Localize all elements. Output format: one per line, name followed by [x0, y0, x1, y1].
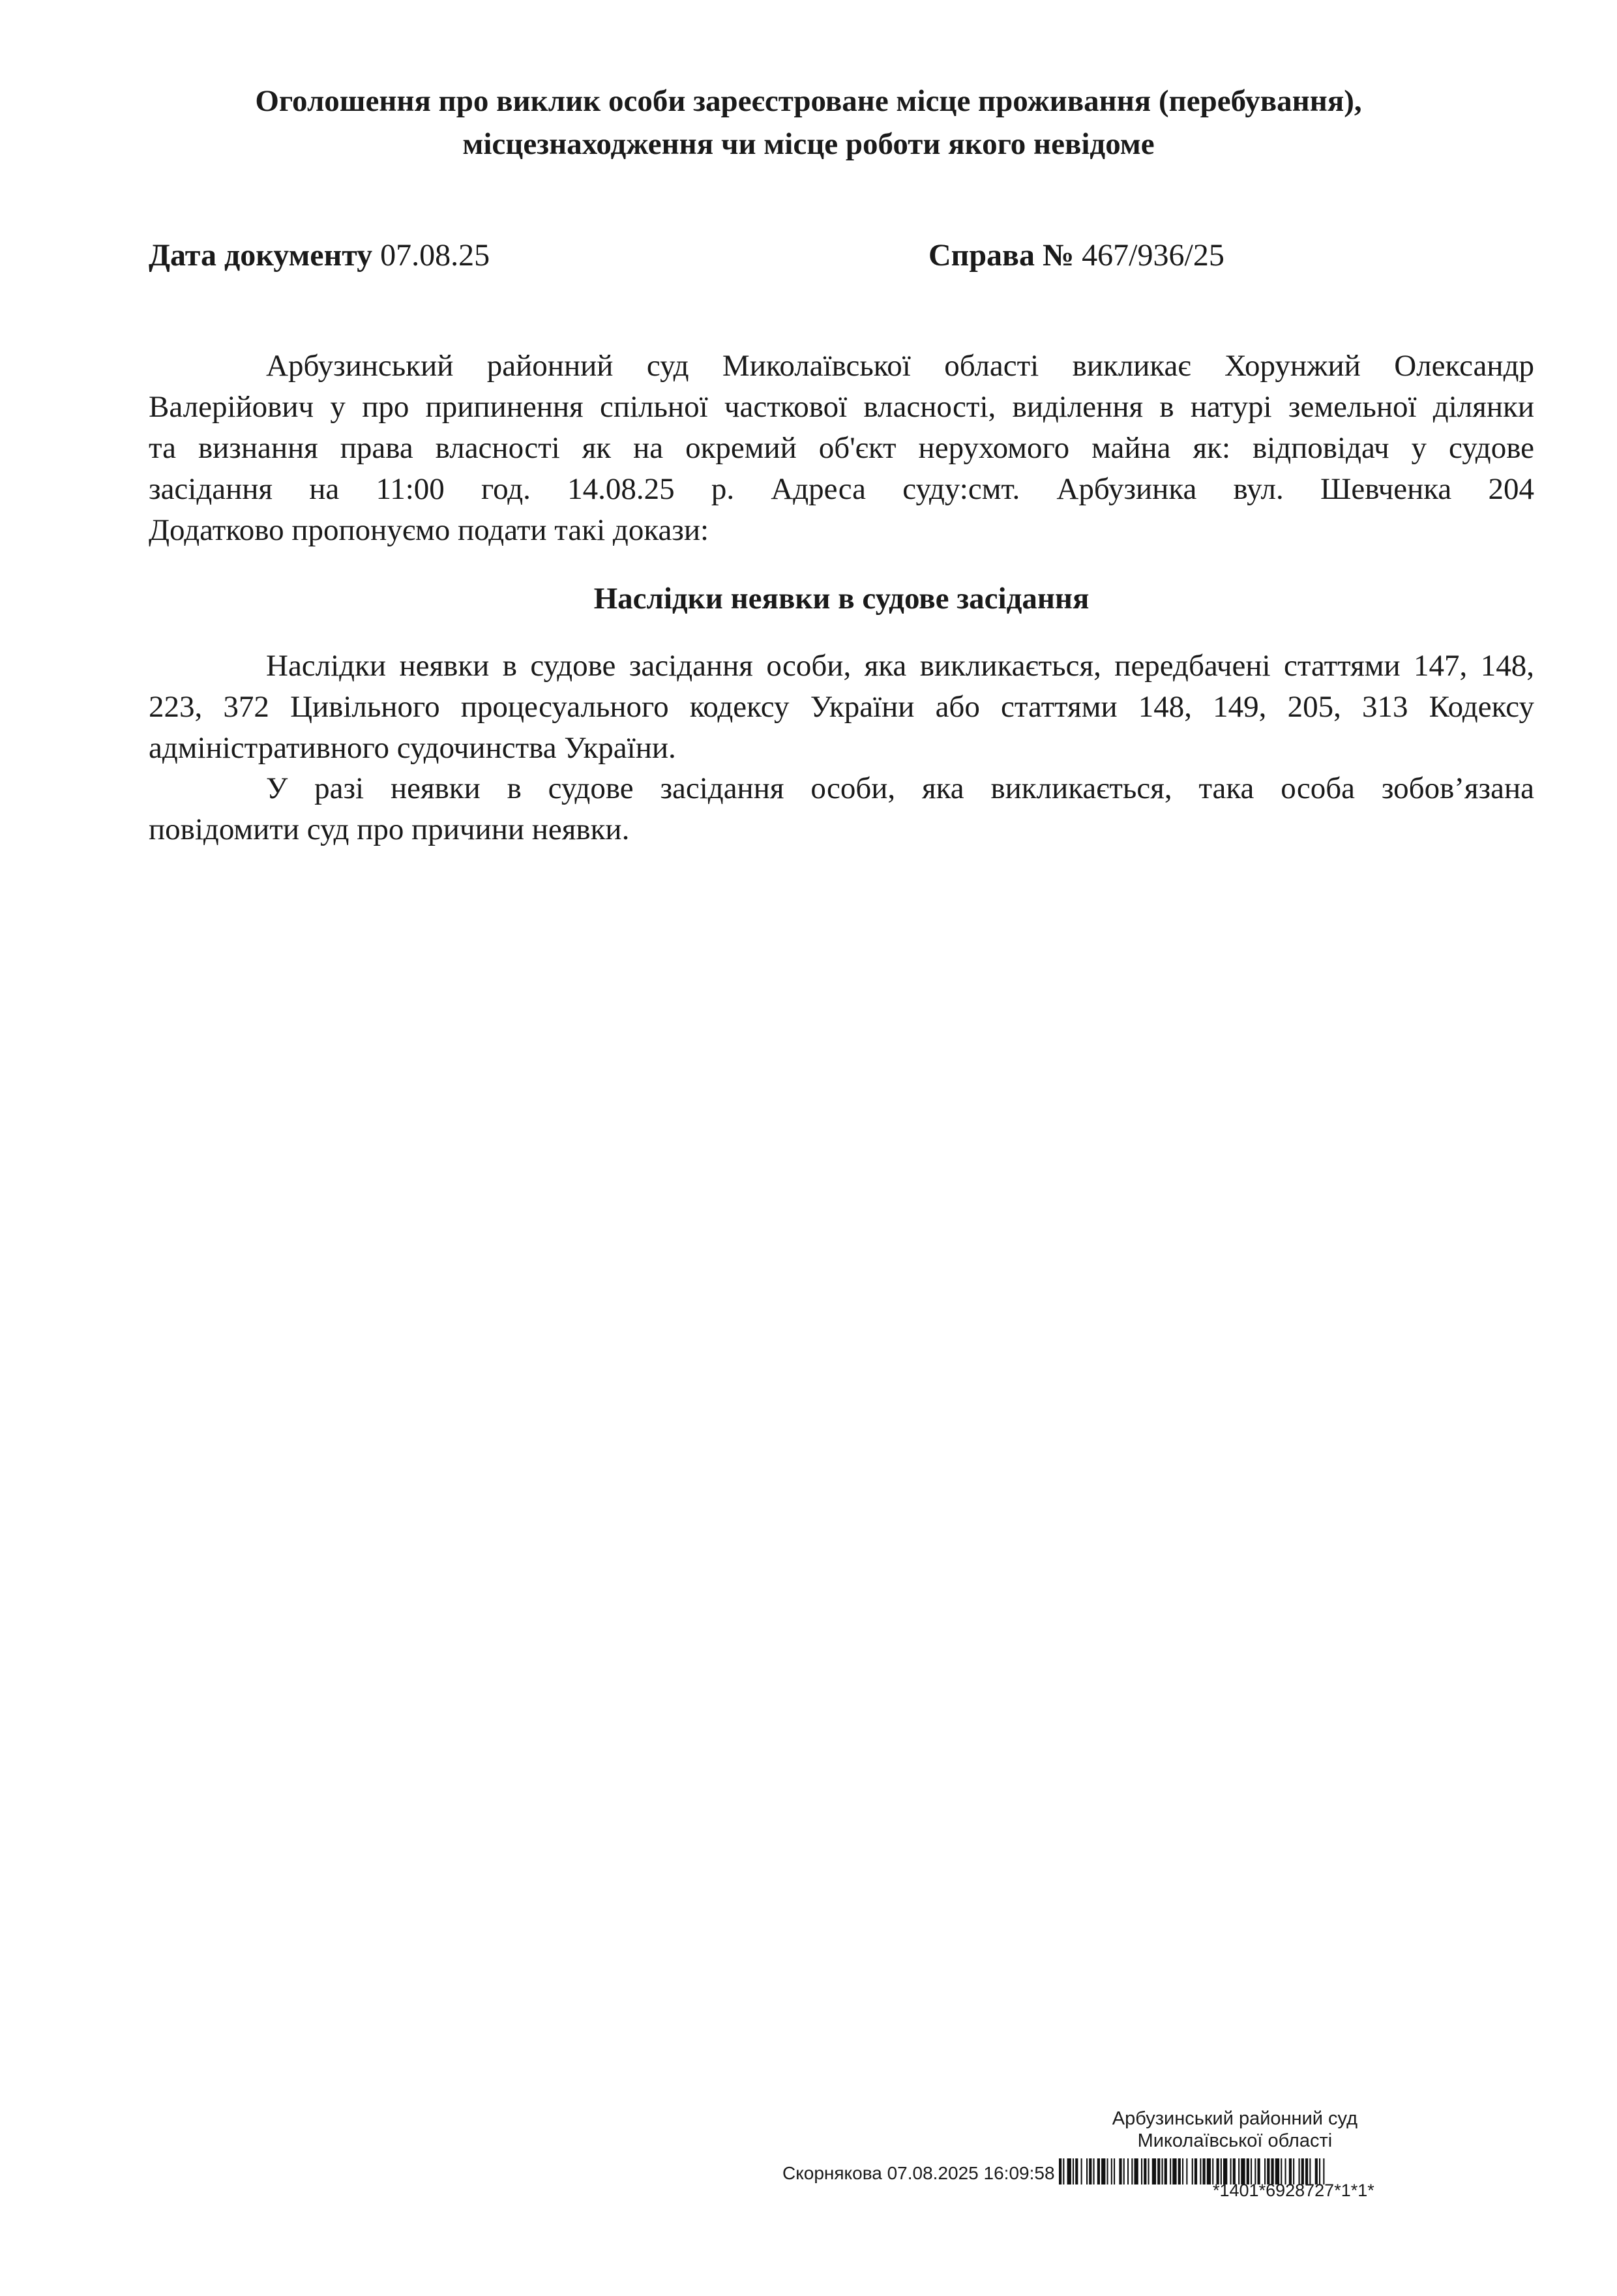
barcode-bar [1075, 2158, 1078, 2184]
barcode-bar [1141, 2158, 1142, 2184]
barcode-bar [1081, 2158, 1082, 2184]
stamp-court-line-1: Арбузинський районний суд [1112, 2108, 1357, 2129]
barcode-bar [1170, 2158, 1171, 2184]
barcode-bar [1131, 2158, 1133, 2184]
barcode-bar [1089, 2158, 1091, 2184]
barcode-bar [1135, 2158, 1138, 2184]
barcode-bar [1162, 2158, 1163, 2184]
barcode-bar [1127, 2158, 1129, 2184]
barcode-bar [1152, 2158, 1156, 2184]
barcode-bar [1144, 2158, 1146, 2184]
barcode-bar [1114, 2158, 1115, 2184]
consequences-line-5: повідомити суд про причини неявки. [149, 813, 630, 846]
barcode-bar [1073, 2158, 1074, 2184]
stamp-court-line-2: Миколаївської області [1137, 2130, 1333, 2151]
stamp-court-name [1112, 2108, 1357, 2152]
document-date [149, 236, 490, 275]
date-value: 07.08.25 [380, 238, 490, 273]
title-line-2: місцезнаходження чи місце роботи якого невідоме [462, 127, 1155, 161]
barcode-bar [1123, 2158, 1125, 2184]
barcode-bar [1119, 2158, 1121, 2184]
consequences-heading: Наслідки неявки в судове засідання [593, 582, 1090, 616]
consequences-paragraph-2 [149, 768, 1534, 850]
barcode-bar [1067, 2158, 1071, 2184]
barcode-bar [1172, 2158, 1176, 2184]
barcode-bar [1203, 2158, 1206, 2184]
summons-line-1: Арбузинський районний суд Миколаївської області викликає Хорунжий Олександр [266, 349, 1534, 383]
case-value: 467/936/25 [1082, 238, 1224, 273]
title-line-1: Оголошення про виклик особи зареєстроване місце проживання (перебування), [255, 84, 1362, 118]
date-label: Дата документу [149, 238, 373, 273]
barcode-bar [1097, 2158, 1100, 2184]
barcode-bar [1165, 2158, 1167, 2184]
barcode-bar [1148, 2158, 1150, 2184]
barcode-id: *1401*6928727*1*1* [1213, 2181, 1374, 2200]
barcode-bar [1063, 2158, 1064, 2184]
summons-line-4: засідання на 11:00 год. 14.08.25 р. Адреса суду:смт. Арбузинка вул. Шевченка 204 [149, 472, 1534, 506]
summons-line-2: Валерійович у про припинення спільної часткової власності, виділення в натурі земельної ділянки [149, 390, 1534, 424]
barcode-bar [1093, 2158, 1095, 2184]
evidence-line: Додатково пропонуємо подати такі докази: [149, 513, 709, 547]
barcode-bar [1107, 2158, 1108, 2184]
consequences-line-1: Наслідки неявки в судове засідання особи, яка викликається, передбачені статтями 147, 148, [266, 649, 1534, 683]
barcode-bar [1207, 2158, 1211, 2184]
summons-paragraph [149, 346, 1534, 551]
summons-line-3: та визнання права власності як на окремий об'єкт нерухомого майна як: відповідач у судове [149, 431, 1534, 465]
barcode-bar [1182, 2158, 1183, 2184]
registration-stamp [782, 2108, 1552, 2199]
case-number [928, 236, 1224, 275]
barcode-bar [1111, 2158, 1112, 2184]
document-title [130, 80, 1487, 166]
stamp-signer: Скорнякова 07.08.2025 16:09:58 [782, 2163, 1055, 2183]
barcode-bar [1086, 2158, 1088, 2184]
barcode-bar [1186, 2158, 1187, 2184]
barcode-bar [1157, 2158, 1160, 2184]
barcode-bar [1101, 2158, 1105, 2184]
consequences-line-4: У разі неявки в судове засідання особи, яка викликається, така особа зобов’язана [266, 771, 1534, 805]
barcode-bar [1192, 2158, 1193, 2184]
barcode-bar [1194, 2158, 1197, 2184]
consequences-paragraph-1 [149, 646, 1534, 769]
barcode-bar [1200, 2158, 1201, 2184]
barcode-bar [1059, 2158, 1061, 2184]
consequences-line-3: адміністративного судочинства України. [149, 731, 676, 765]
barcode-bar [1178, 2158, 1181, 2184]
case-label: Справа № [928, 238, 1075, 273]
consequences-line-2: 223, 372 Цивільного процесуального кодексу України або статтями 148, 149, 205, 313 Кодексу [149, 690, 1534, 724]
